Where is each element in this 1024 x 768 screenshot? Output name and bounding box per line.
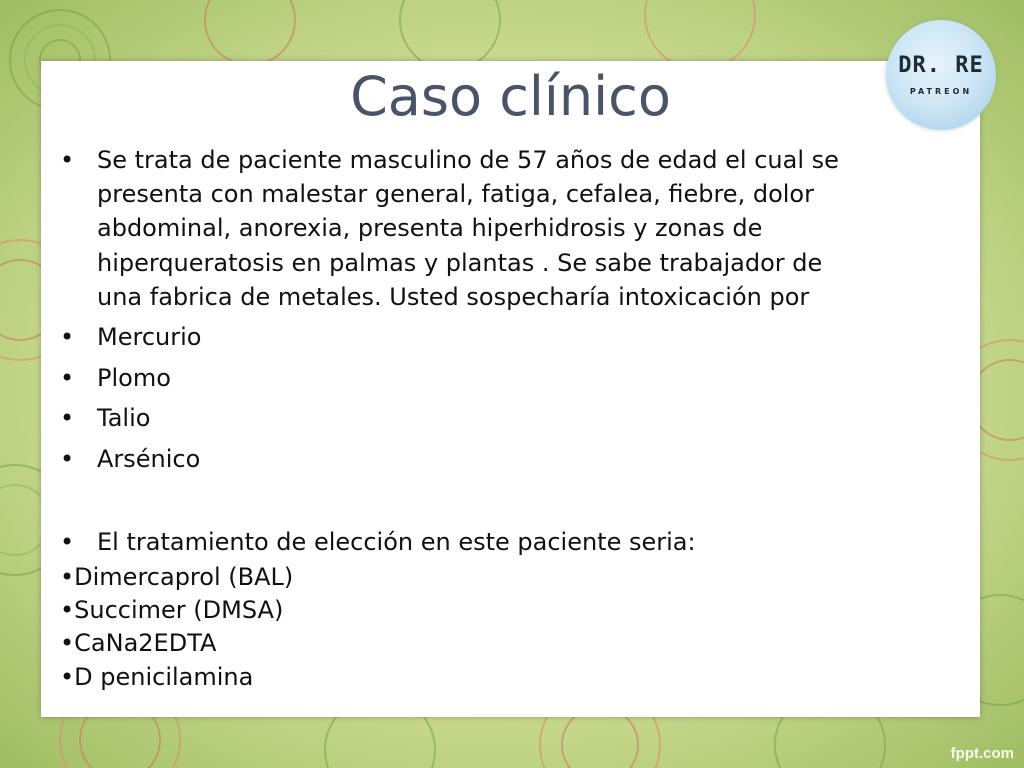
- option-item: Mercurio: [97, 323, 202, 351]
- case-text-line: presenta con malestar general, fatiga, cefalea, fiebre, dolor: [97, 180, 814, 208]
- treatment-option: •CaNa2EDTA: [60, 629, 217, 657]
- case-text-line: una fabrica de metales. Usted sospecharía intoxicación por: [97, 283, 810, 311]
- case-text-line: abdominal, anorexia, presenta hiperhidrosis y zonas de: [97, 214, 763, 242]
- logo-sub-text: PATREON: [909, 87, 973, 96]
- bullet-marker: •: [60, 528, 75, 556]
- bullet-marker: •: [60, 404, 75, 432]
- bullet-marker: •: [60, 146, 75, 174]
- bullet-marker: •: [60, 445, 75, 473]
- bullet-marker: •: [60, 323, 75, 351]
- dr-re-patreon-logo: [886, 20, 996, 130]
- case-text-line: Se trata de paciente masculino de 57 años de edad el cual se: [97, 146, 839, 174]
- case-text-line: hiperqueratosis en palmas y plantas . Se sabe trabajador de: [97, 249, 823, 277]
- treatment-option: •D penicilamina: [60, 663, 254, 691]
- slide-title: Caso clínico: [350, 65, 671, 128]
- fppt-watermark: fppt.com: [950, 745, 1014, 762]
- option-item: Arsénico: [97, 445, 201, 473]
- option-item: Talio: [97, 404, 151, 432]
- bullet-marker: •: [60, 364, 75, 392]
- treatment-option: •Dimercaprol (BAL): [60, 563, 294, 591]
- logo-main-text: DR. RE: [898, 53, 984, 78]
- question-text: El tratamiento de elección en este paciente seria:: [97, 528, 696, 556]
- treatment-option: •Succimer (DMSA): [60, 596, 284, 624]
- option-item: Plomo: [97, 364, 171, 392]
